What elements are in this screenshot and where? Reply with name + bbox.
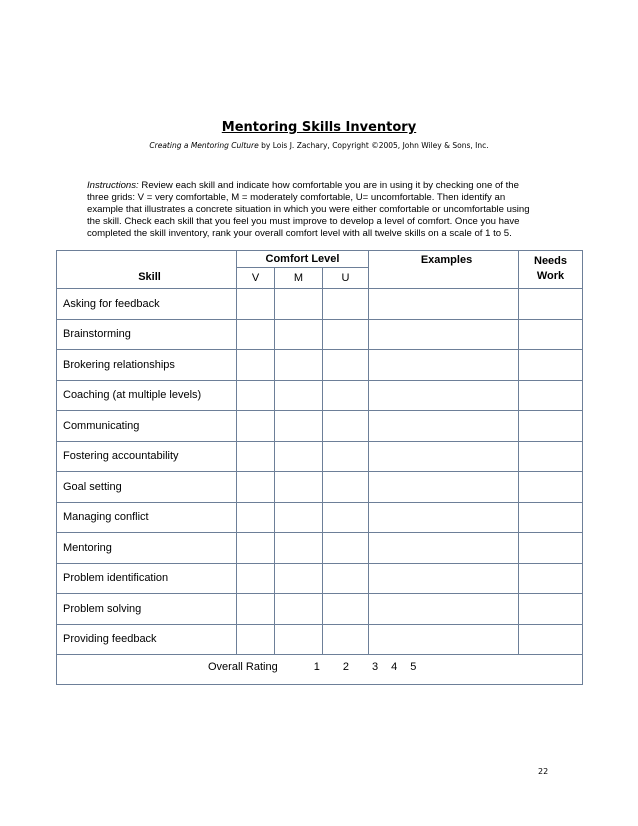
comfort-v-cell[interactable] — [237, 472, 275, 503]
table-row — [57, 380, 583, 411]
copyright-text: by Lois J. Zachary, Copyright ©2005, John Wiley & Sons, Inc. — [258, 141, 489, 150]
comfort-u-cell[interactable] — [323, 411, 369, 442]
comfort-u-cell[interactable] — [323, 289, 369, 320]
needs-work-cell[interactable] — [519, 624, 583, 655]
examples-cell[interactable] — [369, 472, 519, 503]
comfort-m-cell[interactable] — [275, 472, 323, 503]
comfort-u-cell[interactable] — [323, 472, 369, 503]
examples-cell[interactable] — [369, 594, 519, 625]
comfort-m-cell[interactable] — [275, 411, 323, 442]
skill-name: Communicating — [57, 411, 237, 442]
examples-cell[interactable] — [369, 319, 519, 350]
table-row — [57, 624, 583, 655]
needs-work-cell[interactable] — [519, 594, 583, 625]
comfort-v-cell[interactable] — [237, 502, 275, 533]
skill-name: Providing feedback — [57, 624, 237, 655]
table-row — [57, 594, 583, 625]
skill-name: Goal setting — [57, 472, 237, 503]
header-comfort-level: Comfort Level — [237, 251, 369, 268]
needs-work-cell[interactable] — [519, 289, 583, 320]
comfort-m-cell[interactable] — [275, 563, 323, 594]
header-m: M — [275, 268, 323, 289]
examples-cell[interactable] — [369, 411, 519, 442]
comfort-v-cell[interactable] — [237, 441, 275, 472]
comfort-u-cell[interactable] — [323, 533, 369, 564]
comfort-u-cell[interactable] — [323, 624, 369, 655]
examples-cell[interactable] — [369, 380, 519, 411]
rating-option-5[interactable]: 5 — [410, 661, 417, 673]
instructions — [87, 180, 557, 240]
header-examples: Examples — [369, 251, 519, 289]
skill-name: Coaching (at multiple levels) — [57, 380, 237, 411]
rating-option-4[interactable]: 4 — [391, 661, 398, 673]
skills-inventory-table — [56, 250, 583, 685]
needs-work-cell[interactable] — [519, 319, 583, 350]
comfort-v-cell[interactable] — [237, 624, 275, 655]
comfort-u-cell[interactable] — [323, 319, 369, 350]
comfort-u-cell[interactable] — [323, 563, 369, 594]
skill-name: Problem solving — [57, 594, 237, 625]
examples-cell[interactable] — [369, 533, 519, 564]
comfort-v-cell[interactable] — [237, 380, 275, 411]
comfort-m-cell[interactable] — [275, 289, 323, 320]
skill-name: Managing conflict — [57, 502, 237, 533]
comfort-u-cell[interactable] — [323, 594, 369, 625]
skill-name: Brainstorming — [57, 319, 237, 350]
comfort-v-cell[interactable] — [237, 289, 275, 320]
instructions-line-2: three grids: V = very comfortable, M = moderately comfortable, U= uncomfortable. Then identify an — [87, 192, 506, 203]
comfort-v-cell[interactable] — [237, 594, 275, 625]
skill-name: Mentoring — [57, 533, 237, 564]
needs-work-cell[interactable] — [519, 411, 583, 442]
comfort-u-cell[interactable] — [323, 350, 369, 381]
document-title: Mentoring Skills Inventory — [221, 120, 417, 135]
skill-name: Fostering accountability — [57, 441, 237, 472]
table-row — [57, 411, 583, 442]
comfort-v-cell[interactable] — [237, 533, 275, 564]
comfort-u-cell[interactable] — [323, 441, 369, 472]
book-title: Creating a Mentoring Culture — [149, 141, 259, 150]
comfort-m-cell[interactable] — [275, 594, 323, 625]
instructions-line-5: completed the skill inventory, rank your overall comfort level with all twelve skills on a scale of 1 to 5. — [87, 228, 512, 239]
examples-cell[interactable] — [369, 350, 519, 381]
needs-work-cell[interactable] — [519, 380, 583, 411]
instructions-line-1: Review each skill and indicate how comfortable you are in using it by checking one of the — [138, 180, 519, 191]
needs-work-cell[interactable] — [519, 563, 583, 594]
overall-rating-label: Overall Rating — [208, 661, 278, 673]
examples-cell[interactable] — [369, 441, 519, 472]
rating-option-2[interactable]: 2 — [342, 661, 349, 673]
table-row — [57, 319, 583, 350]
comfort-m-cell[interactable] — [275, 533, 323, 564]
table-row — [57, 441, 583, 472]
needs-work-cell[interactable] — [519, 533, 583, 564]
skill-name: Asking for feedback — [57, 289, 237, 320]
comfort-v-cell[interactable] — [237, 350, 275, 381]
skill-name: Brokering relationships — [57, 350, 237, 381]
comfort-m-cell[interactable] — [275, 502, 323, 533]
comfort-u-cell[interactable] — [323, 380, 369, 411]
instructions-line-4: the skill. Check each skill that you feel you must improve to develop a level of comfort. Once you have — [87, 216, 520, 227]
table-row — [57, 533, 583, 564]
comfort-m-cell[interactable] — [275, 380, 323, 411]
table-row — [57, 472, 583, 503]
overall-rating-row — [57, 655, 583, 685]
header-u: U — [323, 268, 369, 289]
comfort-v-cell[interactable] — [237, 411, 275, 442]
instructions-label: Instructions: — [87, 180, 139, 191]
comfort-m-cell[interactable] — [275, 624, 323, 655]
skill-name: Problem identification — [57, 563, 237, 594]
needs-work-cell[interactable] — [519, 472, 583, 503]
instructions-line-3: example that illustrates a concrete situation in which you were either comfortable or uncomfortable using — [87, 204, 530, 215]
table-row — [57, 563, 583, 594]
table-row — [57, 502, 583, 533]
examples-cell[interactable] — [369, 289, 519, 320]
header-v: V — [237, 268, 275, 289]
table-row — [57, 289, 583, 320]
document-subtitle — [0, 141, 638, 150]
overall-rating-cell — [57, 655, 583, 685]
comfort-u-cell[interactable] — [323, 502, 369, 533]
needs-work-cell[interactable] — [519, 441, 583, 472]
page-number: 22 — [538, 767, 549, 776]
examples-cell[interactable] — [369, 563, 519, 594]
rating-option-3[interactable]: 3 — [371, 661, 379, 673]
needs-work-cell[interactable] — [519, 350, 583, 381]
header-skill: Skill — [57, 251, 237, 289]
comfort-m-cell[interactable] — [275, 319, 323, 350]
needs-work-cell[interactable] — [519, 502, 583, 533]
table-row — [57, 350, 583, 381]
examples-cell[interactable] — [369, 624, 519, 655]
rating-option-1[interactable]: 1 — [313, 661, 320, 673]
comfort-v-cell[interactable] — [237, 319, 275, 350]
comfort-m-cell[interactable] — [275, 441, 323, 472]
comfort-m-cell[interactable] — [275, 350, 323, 381]
comfort-v-cell[interactable] — [237, 563, 275, 594]
examples-cell[interactable] — [369, 502, 519, 533]
header-needs-work: Needs Work — [519, 251, 583, 289]
